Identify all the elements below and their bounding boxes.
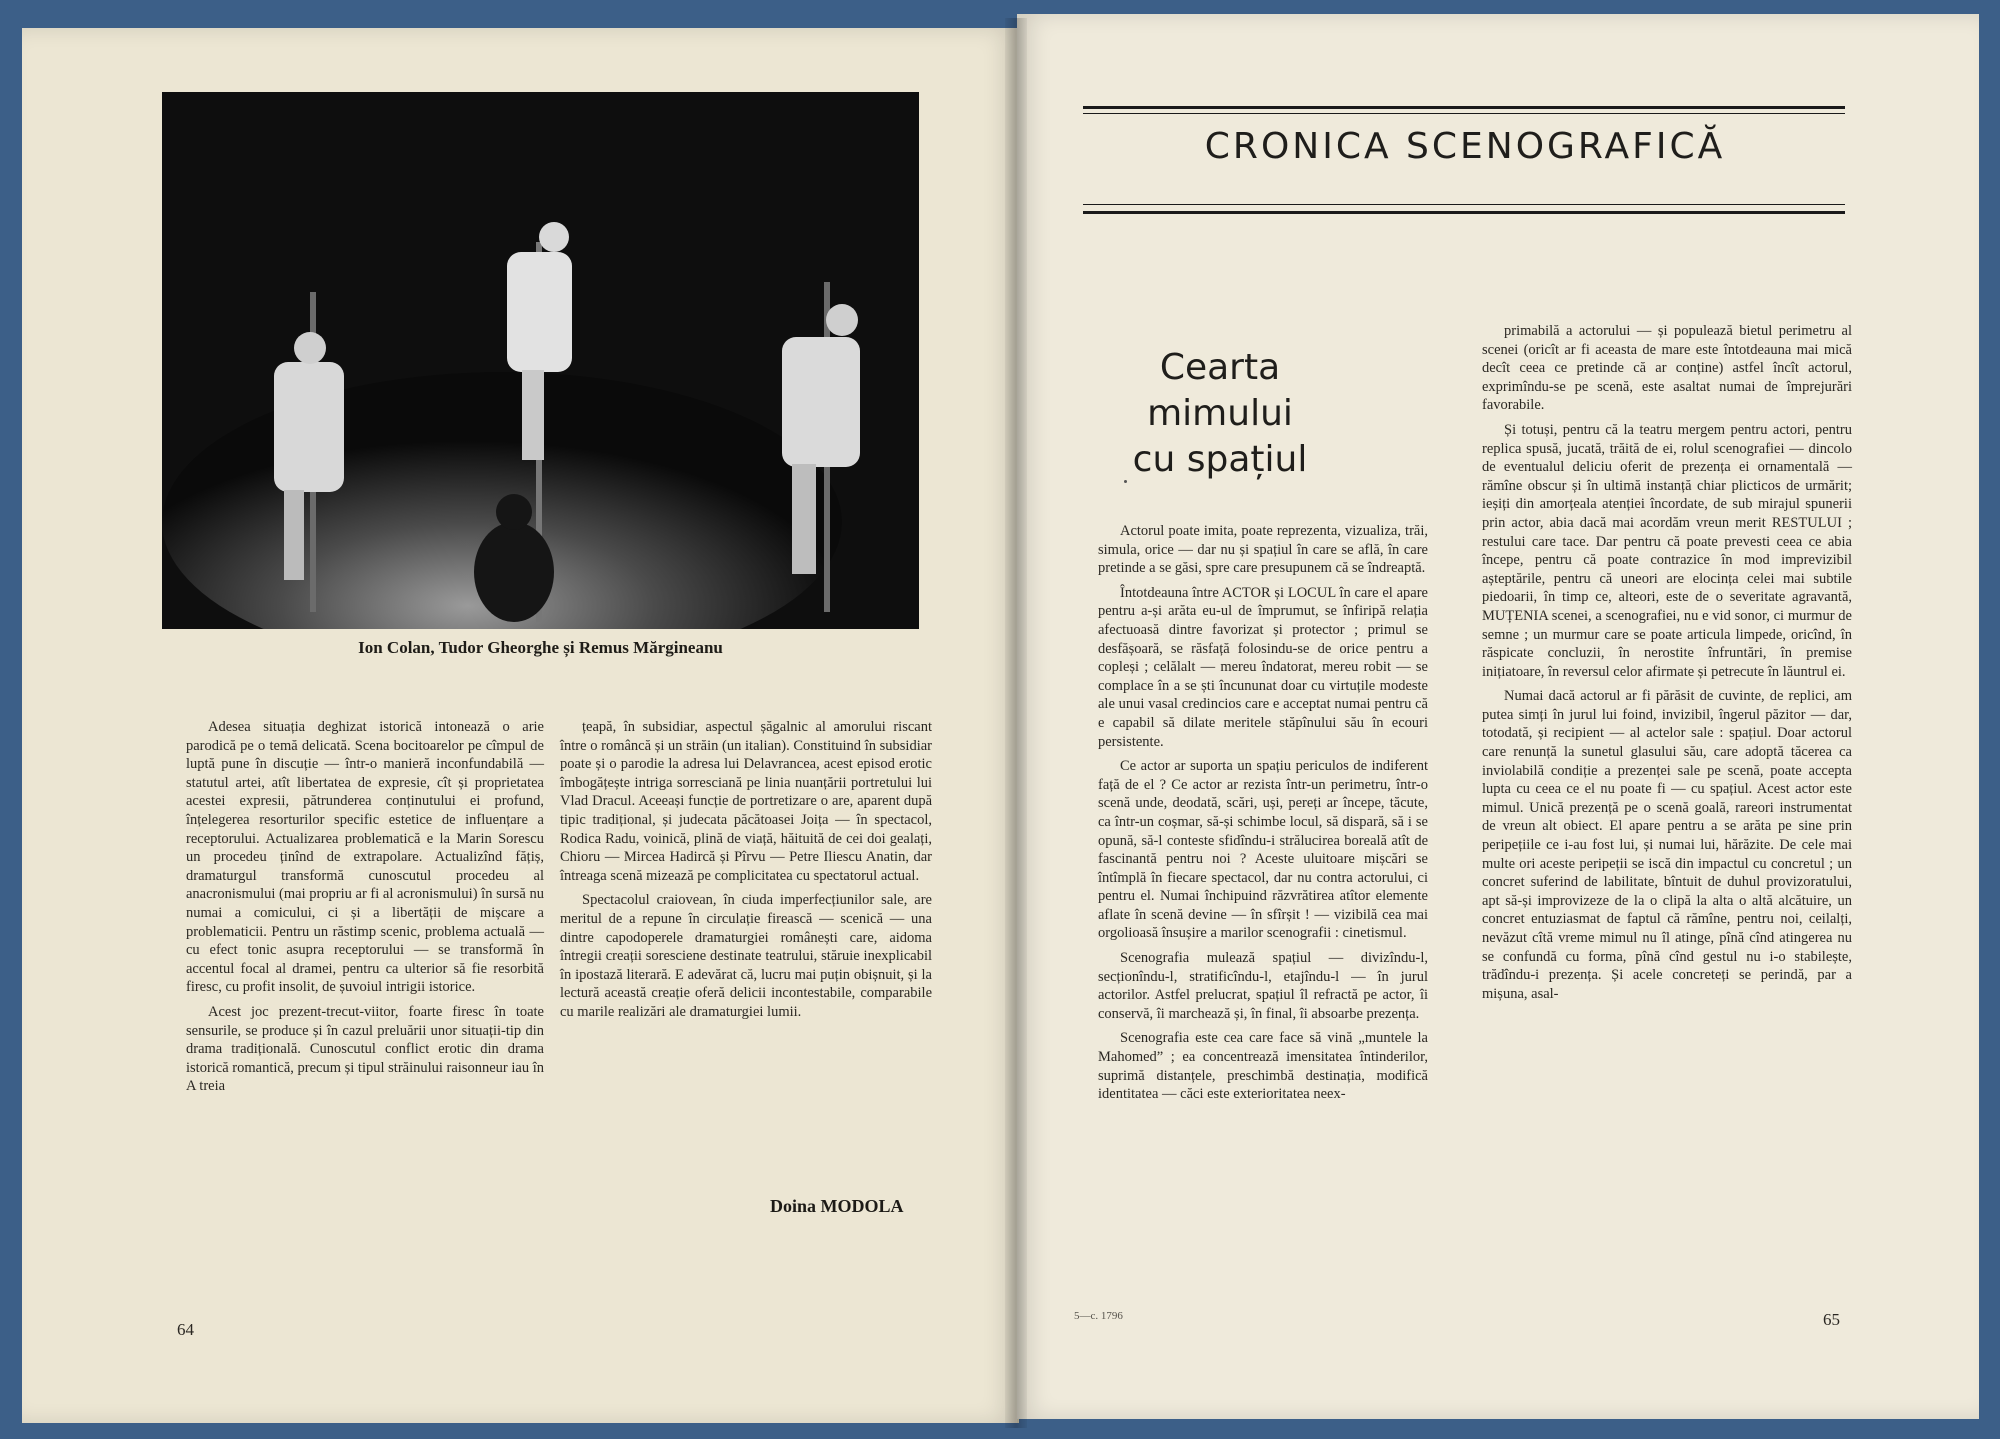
title-rule-bottom-thin [1083, 204, 1845, 205]
print-mark: 5—c. 1796 [1074, 1310, 1123, 1322]
article-title-line: Cearta [1159, 347, 1281, 388]
author-signature: Doina MODOLA [770, 1196, 904, 1216]
book-spine [1005, 18, 1027, 1428]
paragraph: Ce actor ar suporta un spațiu periculos de indiferent față de el ? Ce actor ar rezista într-un perimetru, într-o scenă unde, deodată, scări, uși, pereți ar începe, tăcute, ca într-un coșmar, să-și schimbe locul, să dispară, să i se opună, să-l conteste sfidîndu-i strălucirea boreală atît de fascinantă pentru noi ? Aceste uluitoare mișcări se întîmplă în fiecare spectacol, dar nu contra actorului, ci pentru el. Numai închipuind răzvrătirea atîtor elemente aflate în scenă devine — în sfîrșit ! — vizibilă cea mai orgolioasă însușire a marilor scenografii : cinetismul. [1098, 758, 1428, 942]
paragraph: țeapă, în subsidiar, aspectul șăgalnic al amorului riscant între o româncă și un străin (un italian). Constituind în subsidiar poate și o parodie la adresa lui Delavrancea, acest episod erotic îmbogățește intriga sorresciană pe linia nuanțării portretului lui Vlad Dracul. Aceeași funcție de portretizare o are, aparent după tipic tradițional, și judecata păcătoasei Joița — în spectacol, Rodica Radu, voinică, plină de viață, hăituită de cei doi gealați, Chioru — Mircea Hadircă și Pîrvu — Petre Iliescu Anatin, dar întreaga scenă mizează pe complicitatea cu spectatorul actual. [560, 719, 932, 884]
article-title-line: cu spațiul [1132, 439, 1308, 480]
paragraph: primabilă a actorului — și populează bietul perimetru al scenei (oricît ar fi aceasta de mare este întotdeauna mai mică decît ceea ce pretinde că ar conține) astfel încît actorul, exprimîndu-se pe scenă, este asaltat numai de împrejurări favorabile. [1482, 323, 1852, 414]
article-title-line: mimului [1147, 393, 1293, 434]
page-number-right: 65 [1823, 1310, 1840, 1329]
article-title [1100, 345, 1340, 483]
ink-dot [1124, 480, 1127, 483]
title-rule-top-thin [1083, 113, 1845, 114]
paragraph: Întotdeauna între ACTOR și LOCUL în care el apare pentru a-și arăta eu-ul de împrumut, se înfiripă relația afectuoasă dintre favorizat și protector ; primul se desfășoară, se răsfață folosindu-se de orice pentru a copleși ; celălalt — mereu îndatorat, mereu robit — se complace în a se ști încununat doar cu virtuțile modeste ale unui vasal credincios care e acceptat numai pentru că e capabil să dilate meritele stăpînului său în ecouri persistente. [1098, 584, 1428, 750]
title-rule-top [1083, 106, 1845, 109]
right-column-1 [1098, 522, 1428, 1110]
paragraph: Și totuși, pentru că la teatru mergem pentru actori, pentru replica spusă, jucată, trăită de ei, rolul scenografiei — dincolo de eventualul deliciu oferit de prezența ei ornamentală — rămîne obscur și în ultimă instanță chiar plicticos de urmărit; ieșiți din amorțeala atenției încordate, de sub mirajul spunerii prin actor, abia dacă mai acordăm vreun merit RESTULUI ; restului care tace. Dar pentru că poate prevesti ceea ce abia începe, pentru că poate contrazice în mod imprevizibil așteptările, pentru că uneori are elocința celei mai subtile piedoarii, în timp ce, alteori, este de o severitate agravantă, MUȚENIA scenei, a scenografiei, nu e vid sonor, ci murmur de semne ; un murmur care se poate articula limpede, oricînd, în răspicate concluzii, în nerostite înfruntări, în premise inițiatoare, în reversul celor afirmate și petrecute în lăuntrul ei. [1482, 421, 1852, 680]
page-number-left: 64 [177, 1320, 194, 1339]
right-column-2 [1482, 322, 1852, 1009]
left-column-2 [560, 718, 932, 1028]
left-column-1 [186, 718, 544, 1102]
title-rule-bottom [1083, 211, 1845, 214]
paragraph: Actorul poate imita, poate reprezenta, vizualiza, trăi, simula, orice — dar nu și spațiul în care se află, în care pretinde a se găsi, spre care presupunem că se îndreaptă. [1098, 523, 1428, 577]
photo-caption: Ion Colan, Tudor Gheorghe și Remus Mărgineanu [358, 638, 723, 657]
stage-photo [162, 92, 919, 629]
paragraph: Acest joc prezent-trecut-viitor, foarte firesc în toate sensurile, se produce și în cazul preluării unor situații-tip din drama tradițională. Cunoscutul conflict erotic din drama istorică romantică, precum și tipul străinului raisonneur iau în A treia [186, 1003, 544, 1095]
paragraph: Spectacolul craiovean, în ciuda imperfecțiunilor sale, are meritul de a repune în circulație firească — scenică — una dintre capodoperele dramaturgiei românești care, aidoma întregii creații soresciene destinate teatrului, stăruie inexplicabil în ipostază literară. E adevărat că, lucru mai puțin obișnuit, și la lectură această creație oferă delicii incontestabile, comparabile cu marile realizări ale dramaturgiei lumii. [560, 892, 932, 1020]
paragraph: Numai dacă actorul ar fi părăsit de cuvinte, de replici, am putea simți în jurul lui foind, invizibil, îngerul păzitor — dar, totodată, și recipient — al actelor sale : spațiul. Doar actorul care renunță la sunetul glasului său, care adoptă tăcerea ca inviolabilă condiție a prezenței sale pe scenă, poate accepta lupta cu ceea ce el nu poate fi — cu spațiul. Acest actor este mimul. Unică prezență pe o scenă goală, rareori instrumentat de vreun alt obiect. El apare pentru a se arăta pe sine prin peripețiile ce i-au fost lui, și numai lui, hărăzite. De cele mai multe ori aceste peripeții se iscă din impactul cu concretul ; un concret suferind de labilitate, bîntuit de duhul provizoratului, apt să-și improvizeze de la o clipă la alta o altă alcătuire, un concret entuziasmat de faptul că rămîne, pentru noi, ceilalți, nevăzut cîtă vreme mimul nu îl atinge, pînă cînd atingerea nu se confundă cu forma, pînă cînd gestul nu i-o stabilește, trădîndu-i prezența. Și acele concreteți se perindă, par a mișuna, asal- [1482, 688, 1852, 1002]
paragraph: Adesea situația deghizat istorică intonează o arie parodică pe o temă delicată. Scena bocitoarelor pe cîmpul de luptă pune în discuție — într-o manieră inconfundabilă — statutul artei, atît libertatea de expresie, cît și proprietatea acestei expresii, pătrunderea conținutului ei profund, înțelegerea resorturilor specific estetice de influențare a receptorului. Actualizarea problematică e la Marin Sorescu un procedeu ținînd de extrapolare. Actualizînd fățiș, dramaturgul transformă cunoscutul procedeu al anacronismului (mai propriu ar fi al acronismului) în sursă nu numai a comicului, ci și a libertății de mișcare a problematicii. Pentru un răstimp scenic, problema actuală — cu efect tonic asupra receptorului — se transformă în accentul focal al dramei, pentru ca ulterior să fie resorbită firesc, cu profit insolit, de șuvoiul intrigii istorice. [186, 719, 544, 996]
paragraph: Scenografia mulează spațiul — divizîndu-l, secționîndu-l, stratificîndu-l, etajîndu-l — în jurul actorilor. Astfel prelucrat, spațiul îl refractă pe actor, îi conservă, îi marchează și, în final, îi absoarbe prezența. [1098, 950, 1428, 1022]
section-title: CRONICA SCENOGRAFICĂ [1204, 126, 1726, 167]
paragraph: Scenografia este cea care face să vină „muntele la Mahomed” ; ea concentrează imensitatea întinderilor, suprimă distanțele, preschimbă destinația, modifică identitatea — căci este exterioritatea neex- [1098, 1030, 1428, 1103]
